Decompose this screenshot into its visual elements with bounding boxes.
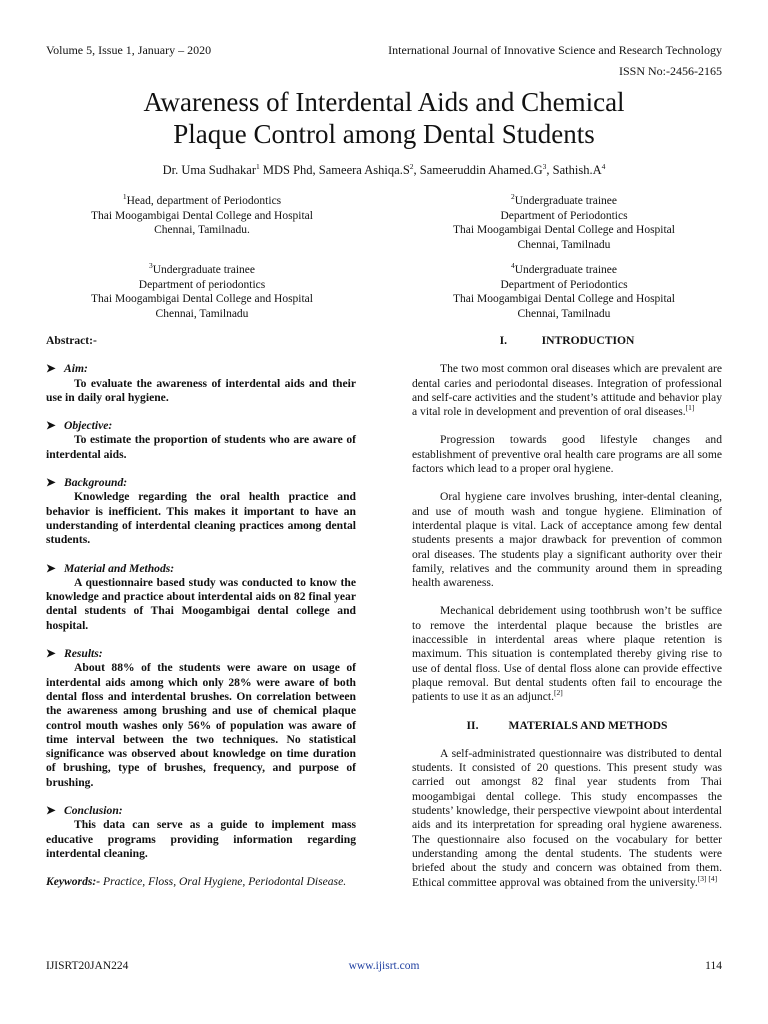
section-title: MATERIALS AND METHODS bbox=[508, 718, 668, 732]
aff-sup: 4 bbox=[510, 261, 515, 271]
abstract-column bbox=[46, 334, 356, 890]
author-list bbox=[40, 163, 728, 178]
abstract-text: To evaluate the awareness of interdental aids and their use in daily oral hygiene. bbox=[46, 376, 356, 404]
heading-text: Aim: bbox=[64, 362, 88, 376]
abstract-heading bbox=[46, 804, 356, 818]
aff-line: Chennai, Tamilnadu bbox=[517, 307, 611, 320]
journal-name: International Journal of Innovative Science and Research Technology bbox=[388, 43, 722, 57]
affiliation-4 bbox=[394, 263, 734, 321]
section-number: I. bbox=[499, 334, 508, 347]
arrow-bullet-icon: ➤ bbox=[46, 419, 56, 433]
arrow-bullet-icon: ➤ bbox=[46, 804, 56, 818]
aff-line: Undergraduate trainee bbox=[514, 195, 618, 207]
keywords-label: Keywords:- bbox=[46, 875, 101, 889]
heading-text: Results: bbox=[64, 647, 103, 661]
title-line: Plaque Control among Dental Students bbox=[173, 119, 595, 149]
arrow-bullet-icon: ➤ bbox=[46, 476, 56, 490]
aff-line: Department of Periodontics bbox=[500, 209, 628, 222]
paragraph-text: A self-administrated questionnaire was distributed to dental students. It consisted of 20 questions. This present study was carried out amongst 82 final year students from Thai moogambigai dental college. This study encompasses the students’ knowledge, their perspective viewpoint about interdental aids and its interpretation for spreading oral hygiene awareness. The questionnaire also focused on the vocabulary for better understanding among the dental students. The students were briefed about the study and concern was obtained from them. Ethical committee approval was obtained from the university. bbox=[412, 746, 722, 889]
abstract-heading bbox=[46, 419, 356, 433]
paper-id: IJISRT20JAN224 bbox=[46, 960, 129, 972]
author-name: , Sathish.A bbox=[546, 163, 602, 177]
paper-title bbox=[60, 86, 708, 150]
section-heading bbox=[412, 334, 722, 348]
paragraph-text: Mechanical debridement using toothbrush won’t be suffice to remove the interdental plaque because the bristles are inaccessible in interdental areas where plaque retention is maximum. This situation is contemplated thereby giving rise to use of dental floss. Use of dental floss alone can provide effective plaque removal. But dental students often fail to encourage the patients to use it as an adjunct. bbox=[412, 604, 722, 704]
abstract-text: To estimate the proportion of students who are aware of interdental aids. bbox=[46, 433, 356, 461]
affiliation-2 bbox=[394, 194, 734, 252]
aff-sup: 3 bbox=[148, 261, 153, 271]
page-number: 114 bbox=[705, 960, 722, 972]
aff-line: Undergraduate trainee bbox=[514, 264, 618, 276]
keywords bbox=[46, 875, 356, 889]
aff-line: Chennai, Tamilnadu bbox=[155, 307, 249, 320]
paragraph bbox=[412, 362, 722, 419]
affiliation-3 bbox=[32, 263, 372, 321]
journal-volume: Volume 5, Issue 1, January – 2020 bbox=[46, 43, 212, 57]
aff-sup: 2 bbox=[510, 192, 515, 202]
section-number: II. bbox=[466, 718, 479, 732]
abstract-heading bbox=[46, 562, 356, 576]
paragraph-text: The two most common oral diseases which are prevalent are dental caries and periodontal diseases. Integration of professional and self-care activities and the student’s attitude and behavior play a vital role in development and prevention of oral diseases. bbox=[412, 362, 722, 419]
aff-line: Department of Periodontics bbox=[500, 278, 628, 291]
aff-line: Department of periodontics bbox=[138, 278, 266, 291]
author-sup: 3 bbox=[542, 161, 547, 171]
paragraph: Progression towards good lifestyle changes and establishment of preventive oral health care programs are all some factors which lead to a proper oral hygiene. bbox=[412, 433, 722, 476]
paragraph bbox=[412, 747, 722, 890]
author-name: , Sameeruddin Ahamed.G bbox=[413, 163, 543, 177]
author-sup: 2 bbox=[409, 161, 414, 171]
aff-line: Thai Moogambigai Dental College and Hospital bbox=[453, 224, 675, 236]
abstract-text: This data can serve as a guide to implement mass educative programs providing information regarding interdental cleaning. bbox=[46, 818, 356, 860]
abstract-text: About 88% of the students were aware on usage of interdental aids among which only 28% were aware of both dental floss and interdental brushes. On correlation between the awareness among brushing and use of chemical plaque control mouth washes only 56% of population was aware of time interval between the two techniques. No statistical significance was observed about knowledge on time duration of brushing, type of brushes, frequency, and purpose of brushing. bbox=[46, 661, 356, 789]
heading-text: Background: bbox=[64, 476, 128, 490]
section-title: INTRODUCTION bbox=[541, 334, 635, 347]
title-line: Awareness of Interdental Aids and Chemical bbox=[143, 87, 625, 117]
author-name: MDS Phd, Sameera Ashiqa.S bbox=[259, 163, 410, 177]
author-sup: 1 bbox=[256, 161, 260, 171]
section-heading bbox=[412, 719, 722, 733]
abstract-heading bbox=[46, 647, 356, 661]
affiliation-1 bbox=[32, 194, 372, 238]
aff-line: Thai Moogambigai Dental College and Hospital bbox=[91, 209, 313, 222]
aff-line: Chennai, Tamilnadu bbox=[517, 238, 611, 251]
abstract-text: A questionnaire based study was conducted to know the knowledge and practice about interdental aids on 82 final year dental students of Thai Moogambigai dental college and hospital. bbox=[46, 575, 356, 632]
aff-line: Thai Moogambigai Dental College and Hospital bbox=[91, 293, 313, 305]
author-name: Dr. Uma Sudhakar bbox=[162, 163, 257, 177]
arrow-bullet-icon: ➤ bbox=[46, 647, 56, 661]
abstract-label: Abstract:- bbox=[46, 334, 97, 347]
paragraph: Oral hygiene care involves brushing, inter-dental cleaning, and use of mouth wash and tongue hygiene. Elimination of interdental plaque is vital. Lack of acceptance among few dental students presents a major drawback for prevention of common oral diseases. The students play a significant authority over their family, relatives and the community around them in spreading health awareness. bbox=[412, 490, 722, 590]
arrow-bullet-icon: ➤ bbox=[46, 362, 56, 376]
website-link[interactable]: www.ijisrt.com bbox=[348, 960, 420, 972]
citation: [2] bbox=[554, 688, 563, 698]
aff-sup: 1 bbox=[122, 192, 127, 202]
journal-issn: ISSN No:-2456-2165 bbox=[618, 64, 722, 78]
heading-text: Objective: bbox=[64, 419, 113, 433]
abstract-text: Knowledge regarding the oral health practice and behavior is inefficient. This makes it important to have an understanding of interdental cleaning practices among dental students. bbox=[46, 490, 356, 547]
abstract-heading bbox=[46, 362, 356, 376]
aff-line: Chennai, Tamilnadu. bbox=[154, 224, 250, 236]
aff-line: Undergraduate trainee bbox=[152, 264, 256, 276]
keywords-text: Practice, Floss, Oral Hygiene, Periodontal Disease. bbox=[100, 875, 347, 889]
aff-line: Thai Moogambigai Dental College and Hospital bbox=[453, 293, 675, 305]
citation: [3] [4] bbox=[697, 873, 718, 883]
author-sup: 4 bbox=[601, 161, 606, 171]
abstract-heading bbox=[46, 476, 356, 490]
citation: [1] bbox=[685, 403, 695, 413]
heading-text: Material and Methods: bbox=[64, 561, 175, 575]
paragraph bbox=[412, 604, 722, 704]
arrow-bullet-icon: ➤ bbox=[46, 561, 56, 575]
heading-text: Conclusion: bbox=[64, 804, 123, 818]
aff-line: Head, department of Periodontics bbox=[126, 195, 282, 207]
body-column bbox=[412, 334, 722, 890]
